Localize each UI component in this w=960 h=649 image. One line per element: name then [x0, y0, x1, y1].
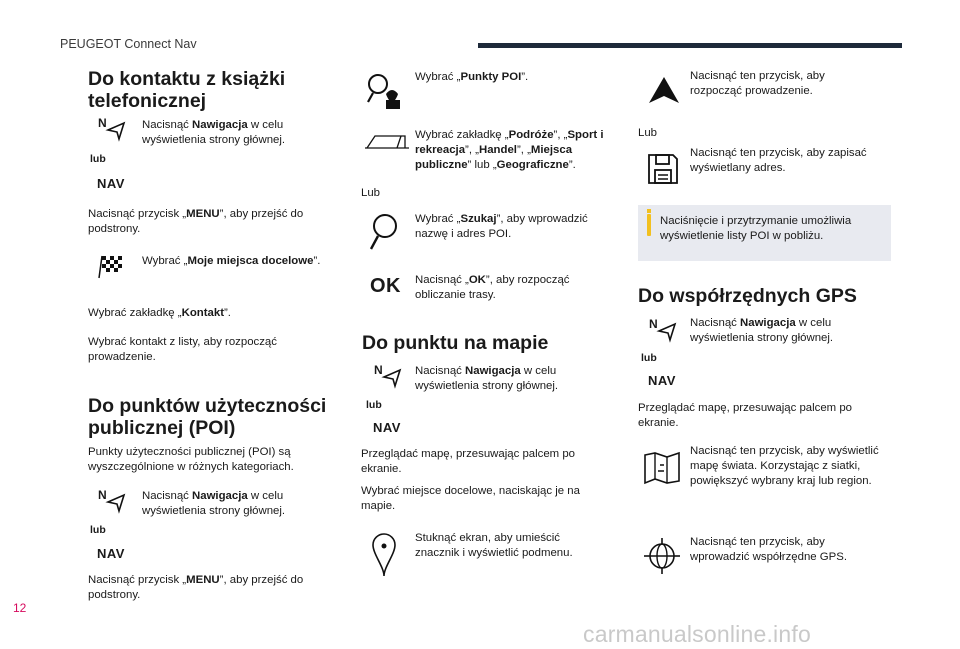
info-note [638, 205, 891, 261]
or-label: Lub [361, 187, 381, 199]
step-text: Nacisnąć ten przycisk, aby wprowadzić współrzędne GPS. [690, 536, 848, 563]
or-label: lub [366, 399, 382, 411]
ok-button-icon: OK [370, 275, 401, 297]
step-text: Wybrać „Moje miejsca docelowe”. [142, 255, 321, 267]
checkered-flag-icon [98, 253, 124, 279]
paragraph: Nacisnąć przycisk „MENU”, aby przejść do podstrony. [88, 574, 304, 601]
page-number: 12 [13, 601, 27, 615]
header-bar [478, 43, 902, 48]
paragraph: Wybrać zakładkę „Kontakt”. [88, 307, 231, 319]
save-floppy-icon [647, 153, 679, 185]
start-guidance-arrow-icon [647, 75, 681, 105]
nav-button-icon: NAV [97, 546, 125, 561]
section-title-poi: Do punktów użyteczności publicznej (POI) [88, 395, 327, 439]
step-text: Nacisnąć Nawigacja w celu wyświetlenia strony głównej. [142, 119, 286, 146]
or-label: Lub [638, 127, 658, 139]
section-title-contact: Do kontaktu z książki telefonicznej [88, 68, 286, 112]
or-label: lub [641, 352, 657, 364]
paragraph: Wybrać miejsce docelowe, naciskając je na mapie. [361, 485, 580, 512]
step-text: Nacisnąć Nawigacja w celu wyświetlenia strony głównej. [415, 365, 559, 392]
nav-button-icon: NAV [373, 420, 401, 435]
search-icon [368, 213, 400, 253]
navigation-arrow-icon: N [98, 490, 128, 514]
step-text: Nacisnąć „OK”, aby rozpocząć obliczanie trasy. [415, 274, 570, 301]
paragraph: Przeglądać mapę, przesuwając palcem po ekranie. [361, 448, 576, 475]
section-title-gps: Do współrzędnych GPS [638, 285, 857, 307]
navigation-arrow-icon: N [98, 118, 128, 142]
nav-button-icon: NAV [97, 176, 125, 191]
map-marker-icon [370, 532, 398, 578]
step-text: Wybrać „Szukaj”, aby wprowadzić nazwę i adres POI. [415, 213, 588, 240]
step-text: Nacisnąć ten przycisk, aby zapisać wyświetlany adres. [690, 147, 867, 174]
step-text: Nacisnąć Nawigacja w celu wyświetlenia strony głównej. [690, 317, 834, 344]
step-text: Wybrać „Punkty POI”. [415, 71, 529, 83]
nav-button-icon: NAV [648, 373, 676, 388]
globe-coordinates-icon [643, 537, 681, 575]
paragraph: Punkty użyteczności publicznej (POI) są wyszczególnione w różnych kategoriach. [88, 446, 294, 473]
world-map-icon [643, 451, 681, 485]
step-text: Stuknąć ekran, aby umieścić znacznik i wyświetlić podmenu. [415, 532, 573, 559]
step-text: Nacisnąć ten przycisk, aby rozpocząć prowadzenie. [690, 70, 825, 97]
paragraph: Wybrać kontakt z listy, aby rozpocząć prowadzenie. [88, 336, 277, 363]
info-icon-bar [647, 214, 651, 236]
or-label: lub [90, 524, 106, 536]
poi-search-icon [366, 72, 404, 110]
category-tab-icon [365, 133, 409, 151]
or-label: lub [90, 153, 106, 165]
running-header: PEUGEOT Connect Nav [60, 37, 197, 51]
note-text: Naciśnięcie i przytrzymanie umożliwia wyświetlenie listy POI w pobliżu. [660, 215, 852, 242]
paragraph: Przeglądać mapę, przesuwając palcem po ekranie. [638, 402, 853, 429]
paragraph: Nacisnąć przycisk „MENU”, aby przejść do podstrony. [88, 208, 304, 235]
step-text: Nacisnąć ten przycisk, aby wyświetlić mapę świata. Korzystając z siatki, powiększyć wybrany kraj lub region. [690, 445, 879, 487]
info-icon [647, 209, 651, 213]
step-text: Wybrać zakładkę „Podróże”, „Sport i rekreacja”, „Handel”, „Miejsca publiczne” lub „Geograficzne”. [415, 129, 604, 171]
watermark: carmanualsonline.info [583, 621, 811, 647]
navigation-arrow-icon: N [649, 319, 679, 343]
step-text: Nacisnąć Nawigacja w celu wyświetlenia strony głównej. [142, 490, 286, 517]
navigation-arrow-icon: N [374, 365, 404, 389]
section-title-map-point: Do punktu na mapie [362, 332, 549, 354]
